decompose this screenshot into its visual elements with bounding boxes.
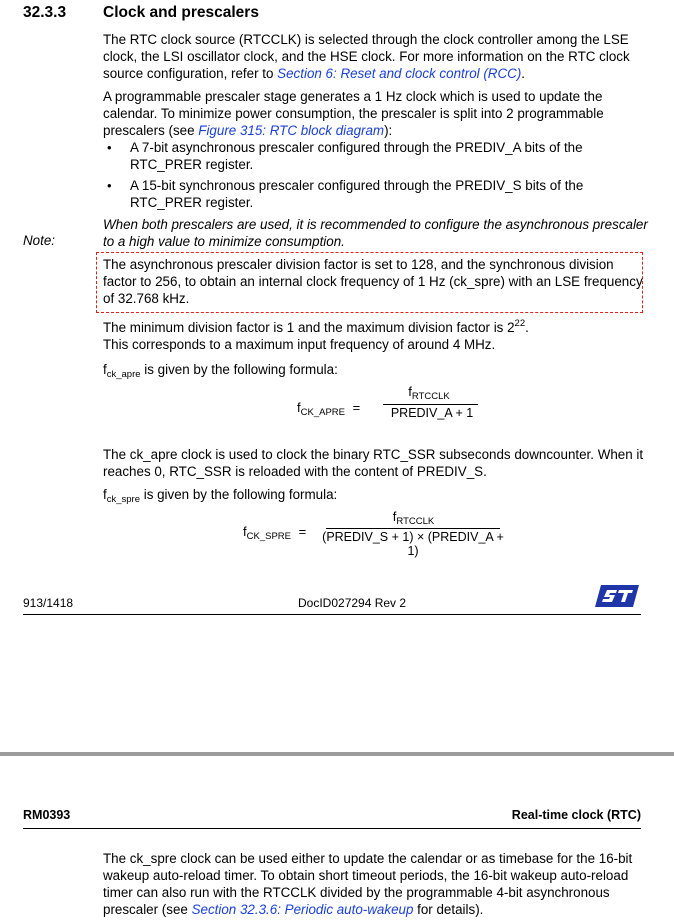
bullet-item: A 15-bit synchronous prescaler configured through the PREDIV_S bits of the RTC_PRER register. bbox=[130, 178, 584, 210]
highlighted-paragraph: The asynchronous prescaler division factor is set to 128, and the synchronous division factor to 256, to obtain an internal clock frequency of 1 Hz (ck_spre) with an LSE frequency of 32.768 kHz. bbox=[103, 257, 643, 306]
subscript: RTCCLK bbox=[411, 391, 450, 402]
link-section-rcc[interactable]: Section 6: Reset and clock control (RCC) bbox=[277, 66, 522, 81]
subscript: ck_spre bbox=[106, 494, 140, 505]
symbol-f: f bbox=[243, 524, 247, 539]
formula-spre-denominator: (PREDIV_S + 1) × (PREDIV_A + 1) bbox=[322, 530, 504, 558]
paragraph-text: The RTC clock source (RTCCLK) is selected through the clock controller among the LSE clock, the LSI oscillator clock, and the HSE clock. For more information on the RTC clock source configuration, refer to bbox=[103, 32, 630, 81]
page-separator bbox=[0, 752, 674, 756]
subscript: CK_SPRE bbox=[246, 531, 291, 542]
bullet-marker: • bbox=[107, 140, 112, 155]
fraction-bar bbox=[326, 528, 500, 529]
header-rule bbox=[23, 828, 641, 829]
formula-intro-apre bbox=[103, 361, 648, 383]
equals-sign: = bbox=[298, 524, 307, 539]
doc-reference: RM0393 bbox=[23, 808, 71, 822]
paragraph-clock-source bbox=[103, 31, 648, 82]
subscript: ck_apre bbox=[106, 369, 141, 380]
page-number: 913/1418 bbox=[23, 596, 74, 610]
bullet-item: A 7-bit asynchronous prescaler configured through the PREDIV_A bits of the RTC_PRER register. bbox=[130, 140, 583, 172]
paragraph-max-frequency: This corresponds to a maximum input frequency of around 4 MHz. bbox=[103, 337, 496, 352]
paragraph-text: is given by the following formula: bbox=[140, 362, 338, 377]
doc-id: DocID027294 Rev 2 bbox=[298, 596, 407, 610]
paragraph-text: A programmable prescaler stage generates a 1 Hz clock which is used to update the calendar. To minimize power consumption, the prescaler is split into 2 programmable prescalers (see bbox=[103, 89, 604, 138]
paragraph-text: . bbox=[525, 320, 529, 335]
formula-apre-lhs bbox=[297, 400, 360, 418]
symbol-f: f bbox=[103, 362, 107, 377]
paragraph-ck-spre bbox=[103, 850, 648, 918]
subscript: CK_APRE bbox=[300, 407, 345, 418]
formula-intro-spre bbox=[103, 486, 648, 508]
formula-spre-lhs bbox=[243, 524, 306, 542]
symbol-f: f bbox=[103, 487, 107, 502]
paragraph-text: is given by the following formula: bbox=[140, 487, 338, 502]
symbol-f: f bbox=[297, 400, 301, 415]
section-title: Clock and prescalers bbox=[103, 4, 259, 21]
formula-apre-numerator bbox=[384, 384, 474, 402]
chapter-title: Real-time clock (RTC) bbox=[511, 808, 641, 822]
section-number: 32.3.3 bbox=[23, 4, 67, 21]
equals-sign: = bbox=[352, 400, 361, 415]
paragraph-text: for details). bbox=[413, 902, 484, 917]
subscript: RTCCLK bbox=[396, 516, 435, 527]
note-label: Note: bbox=[23, 233, 56, 248]
link-section-32-3-6[interactable]: Section 32.3.6: Periodic auto-wakeup bbox=[191, 902, 414, 917]
paragraph-division-factor bbox=[103, 315, 648, 336]
paragraph-text: ): bbox=[384, 123, 393, 138]
formula-apre-denominator: PREDIV_A + 1 bbox=[390, 406, 474, 420]
paragraph-text: The minimum division factor is 1 and the maximum division factor is 2 bbox=[103, 320, 515, 335]
paragraph-prescaler-stage bbox=[103, 88, 648, 139]
paragraph-text: The ck_spre clock can be used either to update the calendar or as timebase for the 16-bit wakeup auto-reload timer. To obtain short timeout periods, the 16-bit wakeup auto-reload timer can also run with the RTCCLK divided by the programmable 4-bit asynchronous prescaler (see bbox=[103, 851, 633, 917]
link-figure-315[interactable]: Figure 315: RTC block diagram bbox=[198, 123, 385, 138]
symbol-f: f bbox=[408, 384, 412, 399]
bullet-marker: • bbox=[107, 178, 112, 193]
paragraph-text: . bbox=[521, 66, 526, 81]
exponent: 22 bbox=[514, 318, 526, 329]
formula-spre-numerator bbox=[326, 509, 501, 527]
fraction-bar bbox=[383, 404, 478, 405]
note-text: When both prescalers are used, it is recommended to configure the asynchronous prescaler to a high value to minimize consumption. bbox=[103, 217, 648, 249]
st-logo-icon bbox=[593, 583, 641, 609]
symbol-f: f bbox=[392, 509, 397, 524]
footer-rule bbox=[23, 614, 641, 615]
paragraph-ck-apre: The ck_apre clock is used to clock the binary RTC_SSR subseconds downcounter. When it reaches 0, RTC_SSR is reloaded with the content of PREDIV_S. bbox=[103, 447, 644, 479]
